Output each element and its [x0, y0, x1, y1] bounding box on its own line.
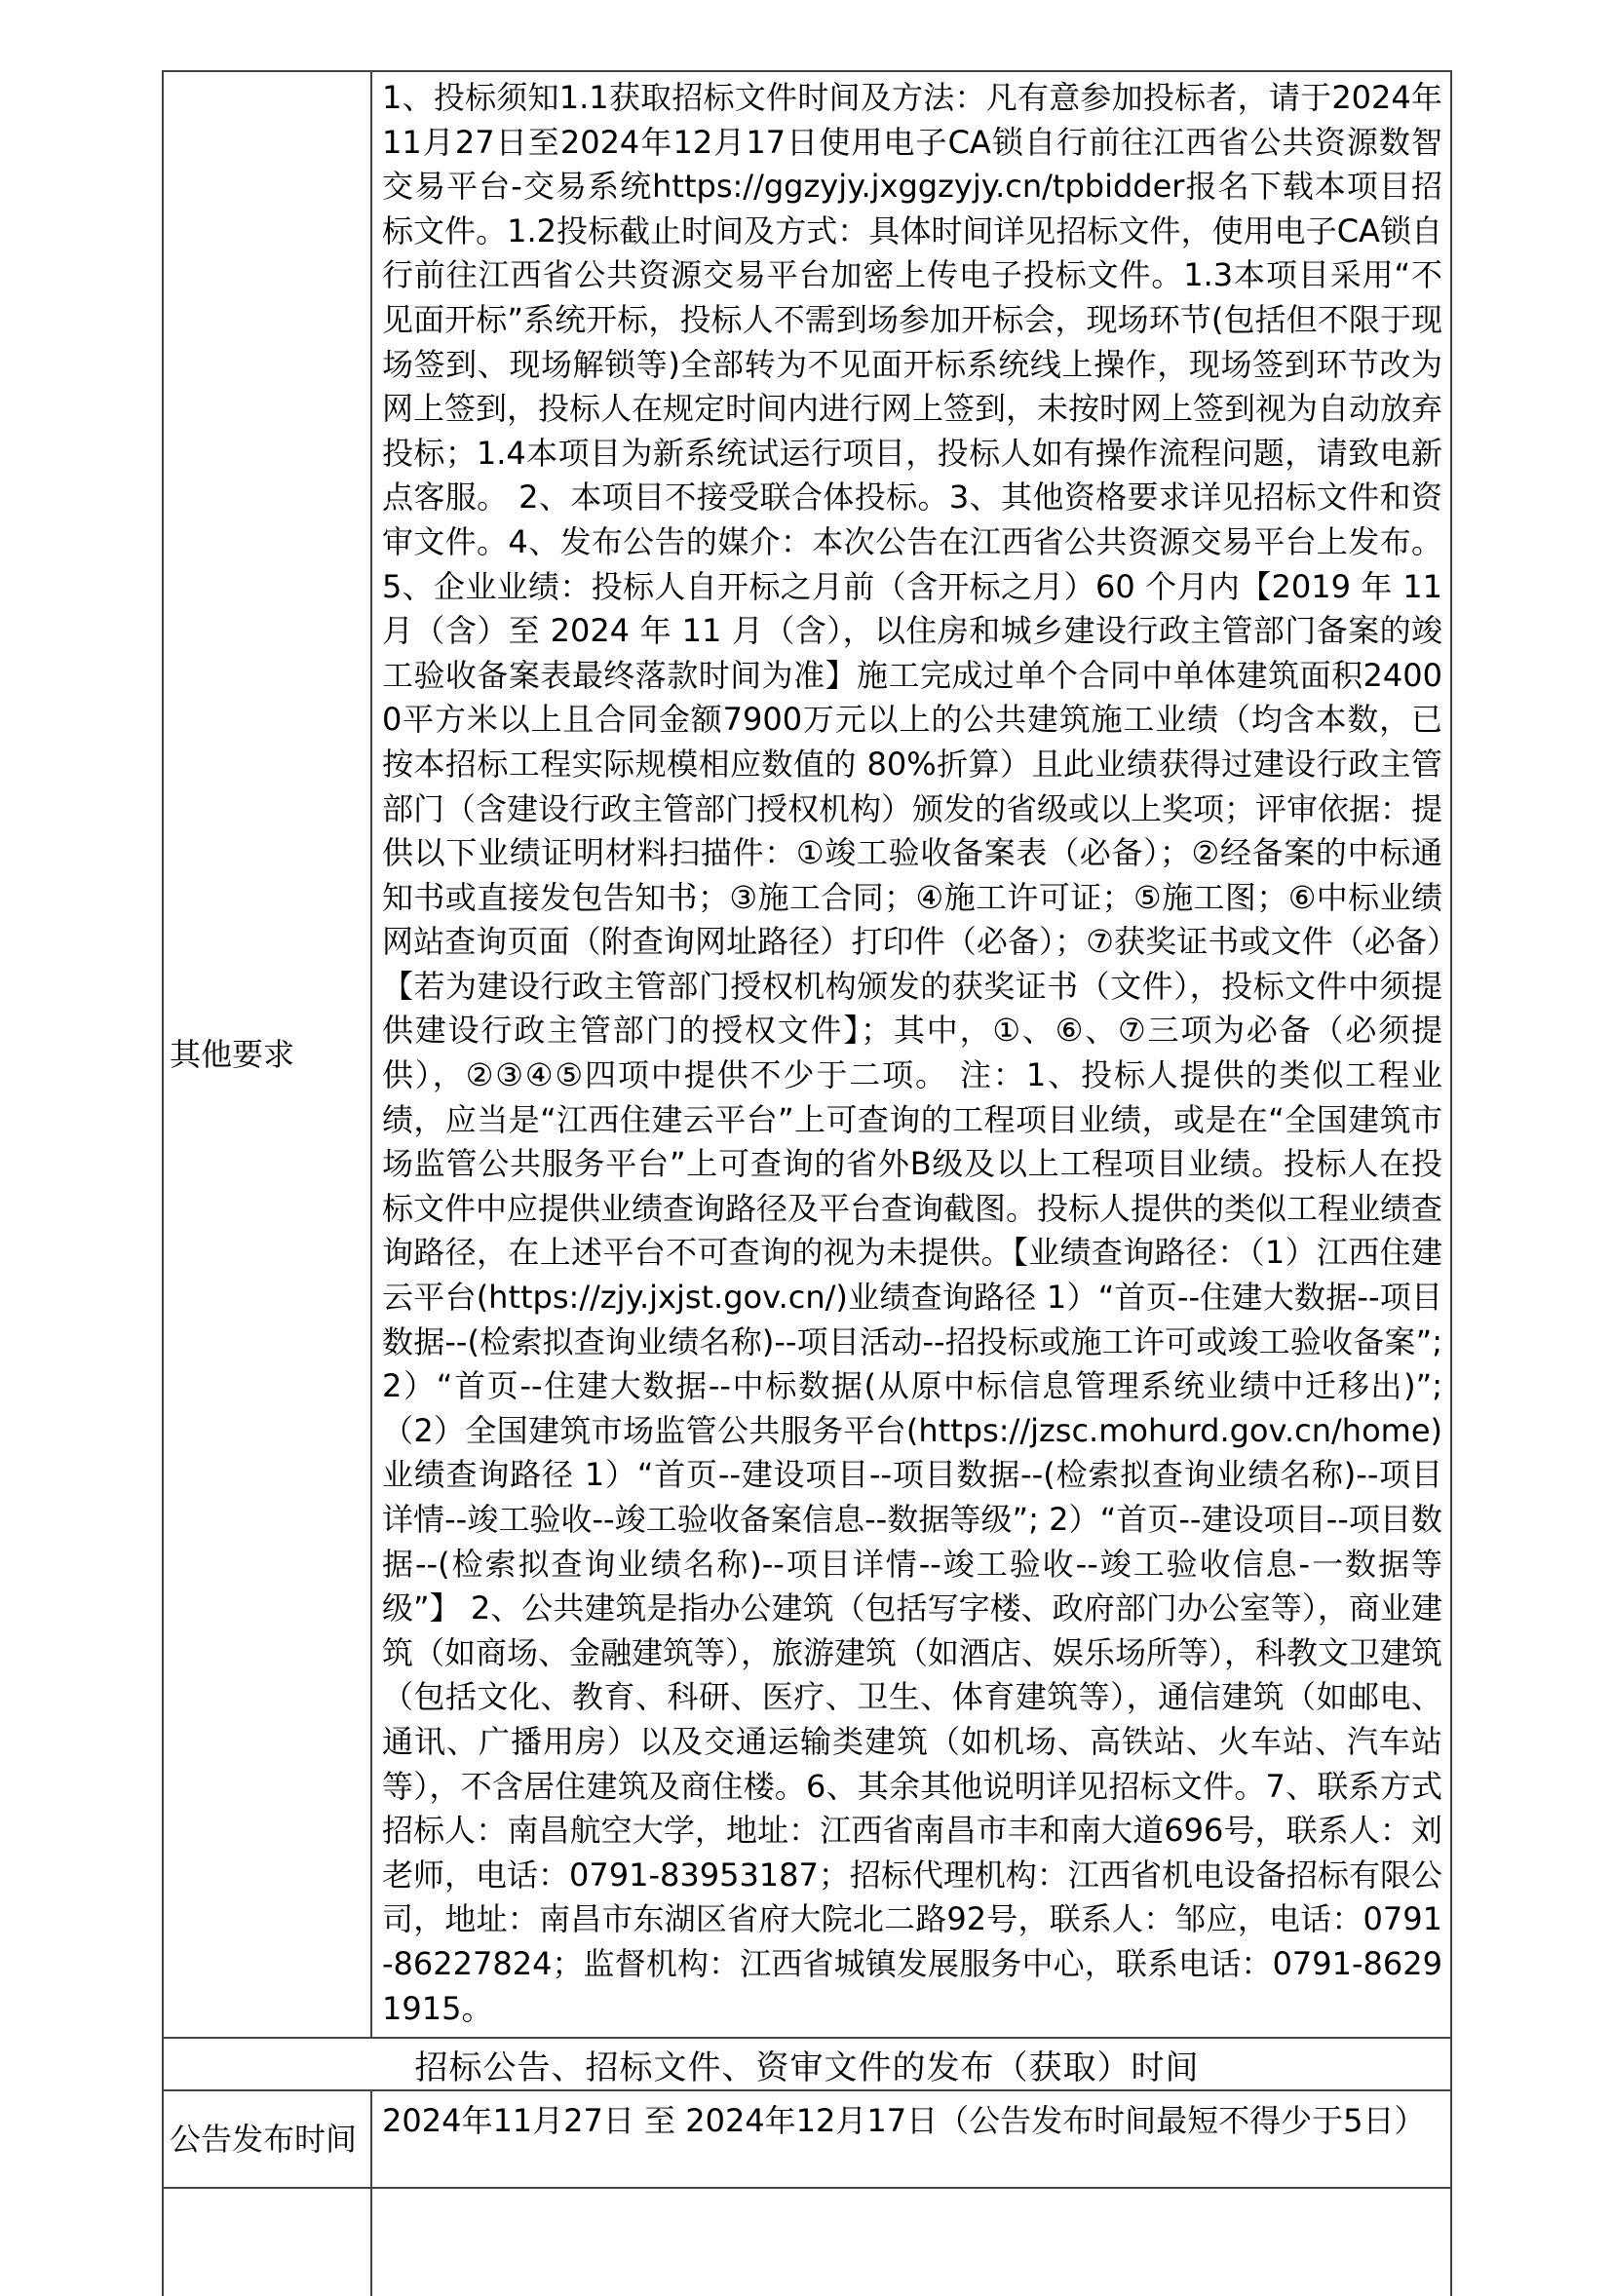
publish-time-label: 公告发布时间 — [163, 2090, 371, 2188]
empty-label-cell — [163, 2188, 371, 2296]
empty-row — [163, 2188, 1451, 2296]
empty-content-cell — [371, 2188, 1451, 2296]
publish-time-row — [163, 2090, 1451, 2188]
section-title-row — [163, 2038, 1451, 2090]
other-requirements-content: 1、投标须知1.1获取招标文件时间及方法：凡有意参加投标者，请于2024年11月27日至2024年12月17日使用电子CA锁自行前往江西省公共资源数智交易平台-交易系统https://ggzyjy.jxggzyjy.cn/tpbidder报名下载本项目招标文件。1.2投标截止时间及方式：具体时间详见招标文件，使用电子CA锁自行前往江西省公共资源交易平台加密上传电子投标文件。1.3本项目采用“不见面开标”系统开标，投标人不需到场参加开标会，现场环节(包括但不限于现场签到、现场解锁等)全部转为不见面开标系统线上操作，现场签到环节改为网上签到，投标人在规定时间内进行网上签到，未按时网上签到视为自动放弃投标；1.4本项目为新系统试运行项目，投标人如有操作流程问题，请致电新点客服。 2、本项目不接受联合体投标。3、其他资格要求详见招标文件和资审文件。4、发布公告的媒介：本次公告在江西省公共资源交易平台上发布。5、企业业绩：投标人自开标之月前（含开标之月）60 个月内【2019 年 11月（含）至 2024 年 11 月（含），以住房和城乡建设行政主管部门备案的竣工验收备案表最终落款时间为准】施工完成过单个合同中单体建筑面积24000平方米以上且合同金额7900万元以上的公共建筑施工业绩（均含本数，已按本招标工程实际规模相应数值的 80%折算）且此业绩获得过建设行政主管部门（含建设行政主管部门授权机构）颁发的省级或以上奖项；评审依据：提供以下业绩证明材料扫描件：①竣工验收备案表（必备）；②经备案的中标通知书或直接发包告知书；③施工合同；④施工许可证；⑤施工图；⑥中标业绩网站查询页面（附查询网址路径）打印件（必备）；⑦获奖证书或文件（必备）【若为建设行政主管部门授权机构颁发的获奖证书（文件），投标文件中须提供建设行政主管部门的授权文件】；其中，①、⑥、⑦三项为必备（必须提供），②③④⑤四项中提供不少于二项。 注：1、投标人提供的类似工程业绩，应当是“江西住建云平台”上可查询的工程项目业绩，或是在“全国建筑市场监管公共服务平台”上可查询的省外B级及以上工程项目业绩。投标人在投标文件中应提供业绩查询路径及平台查询截图。投标人提供的类似工程业绩查询路径，在上述平台不可查询的视为未提供。【业绩查询路径：（1）江西住建云平台(https://zjy.jxjst.gov.cn/)业绩查询路径 1）“首页--住建大数据--项目数据--(检索拟查询业绩名称)--项目活动--招投标或施工许可或竣工验收备案”; 2）“首页--住建大数据--中标数据(从原中标信息管理系统业绩中迁移出)”; （2）全国建筑市场监管公共服务平台(https://jzsc.mohurd.gov.cn/home)业绩查询路径 1）“首页--建设项目--项目数据--(检索拟查询业绩名称)--项目详情--竣工验收--竣工验收备案信息--数据等级”; 2）“首页--建设项目--项目数据--(检索拟查询业绩名称)--项目详情--竣工验收--竣工验收信息-一数据等级”】 2、公共建筑是指办公建筑（包括写字楼、政府部门办公室等），商业建筑（如商场、金融建筑等），旅游建筑（如酒店、娱乐场所等），科教文卫建筑（包括文化、教育、科研、医疗、卫生、体育建筑等），通信建筑（如邮电、通讯、广播用房）以及交通运输类建筑（如机场、高铁站、火车站、汽车站等），不含居住建筑及商住楼。6、其余其他说明详见招标文件。7、联系方式 招标人：南昌航空大学，地址：江西省南昌市丰和南大道696号，联系人：刘老师，电话：0791-83953187；招标代理机构：江西省机电设备招标有限公司，地址：南昌市东湖区省府大院北二路92号，联系人：邹应，电话：0791-86227824；监督机构：江西省城镇发展服务中心，联系电话：0791-86291915。 — [371, 71, 1451, 2038]
other-requirements-label: 其他要求 — [163, 71, 371, 2038]
section-title: 招标公告、招标文件、资审文件的发布（获取）时间 — [163, 2038, 1451, 2090]
other-requirements-row — [163, 71, 1451, 2038]
notice-table — [162, 70, 1452, 2296]
publish-time-value: 2024年11月27日 至 2024年12月17日（公告发布时间最短不得少于5日） — [371, 2090, 1451, 2188]
